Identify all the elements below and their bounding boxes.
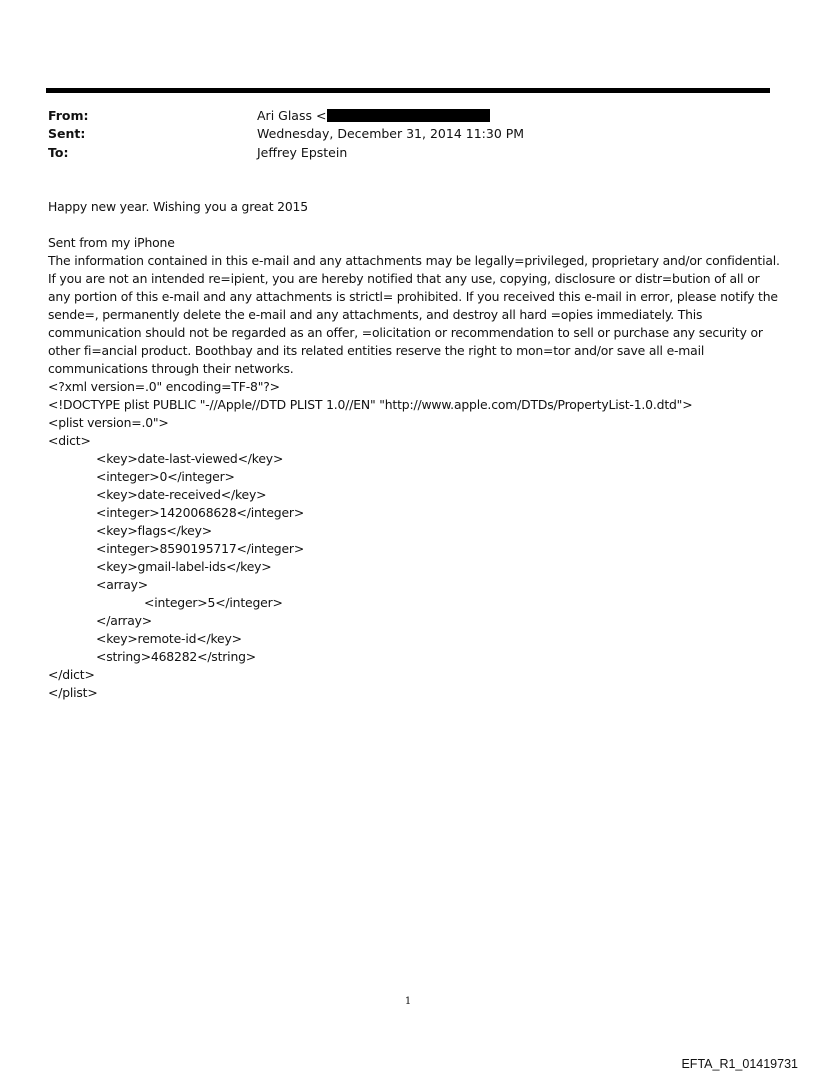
to-value: Jeffrey Epstein xyxy=(257,145,348,160)
plist-value-line: <integer>8590195717</integer> xyxy=(96,541,305,556)
plist-key-line: <key>remote-id</key> xyxy=(96,631,242,646)
plist-key-line: <key>date-received</key> xyxy=(96,487,267,502)
redaction-bar xyxy=(327,109,490,122)
plist-key-line: <key>date-last-viewed</key> xyxy=(96,451,284,466)
from-sender-name: Ari Glass < xyxy=(257,108,327,123)
plist-value-line: <integer>1420068628</integer> xyxy=(96,505,305,520)
from-value xyxy=(257,108,490,123)
plist-key-line: <key>gmail-label-ids</key> xyxy=(96,559,272,574)
sent-label: Sent: xyxy=(48,126,86,141)
disclaimer-line: The information contained in this e-mail and any attachments may be legally=privileged, proprietary and/or confidential. xyxy=(48,253,780,268)
greeting-text: Happy new year. Wishing you a great 2015 xyxy=(48,199,308,214)
document-id: EFTA_R1_01419731 xyxy=(681,1057,798,1071)
plist-close-tag: </plist> xyxy=(48,685,98,700)
from-label: From: xyxy=(48,108,89,123)
header-divider-rule xyxy=(46,88,770,93)
page-number: 1 xyxy=(404,996,412,1007)
plist-open-tag: <plist version=.0"> xyxy=(48,415,169,430)
plist-xml-declaration: <?xml version=.0" encoding=TF-8"?> xyxy=(48,379,280,394)
to-label: To: xyxy=(48,145,69,160)
plist-value-line: <string>468282</string> xyxy=(96,649,256,664)
disclaimer-line: any portion of this e-mail and any attachments is strictl= prohibited. If you received this e-mail in error, please notify the xyxy=(48,289,778,304)
plist-dict-close: </dict> xyxy=(48,667,95,682)
plist-array-open: <array> xyxy=(96,577,148,592)
disclaimer-line: communications through their networks. xyxy=(48,361,294,376)
plist-array-close: </array> xyxy=(96,613,152,628)
plist-dict-open: <dict> xyxy=(48,433,91,448)
signature-line: Sent from my iPhone xyxy=(48,235,175,250)
plist-key-line: <key>flags</key> xyxy=(96,523,212,538)
disclaimer-line: sende=, permanently delete the e-mail and any attachments, and destroy all hard =opies immediately. This xyxy=(48,307,703,322)
plist-value-line: <integer>0</integer> xyxy=(96,469,235,484)
message-body xyxy=(48,234,780,702)
plist-doctype: <!DOCTYPE plist PUBLIC "-//Apple//DTD PLIST 1.0//EN" "http://www.apple.com/DTDs/PropertyList-1.0.dtd"> xyxy=(48,397,693,412)
sent-value: Wednesday, December 31, 2014 11:30 PM xyxy=(257,126,525,141)
disclaimer-line: other fi=ancial product. Boothbay and its related entities reserve the right to mon=tor and/or save all e-mail xyxy=(48,343,705,358)
plist-value-line: <integer>5</integer> xyxy=(144,595,283,610)
disclaimer-line: communication should not be regarded as an offer, =olicitation or recommendation to sell or purchase any security or xyxy=(48,325,763,340)
disclaimer-line: If you are not an intended re=ipient, you are hereby notified that any use, copying, disclosure or distr=bution of all or xyxy=(48,271,760,286)
